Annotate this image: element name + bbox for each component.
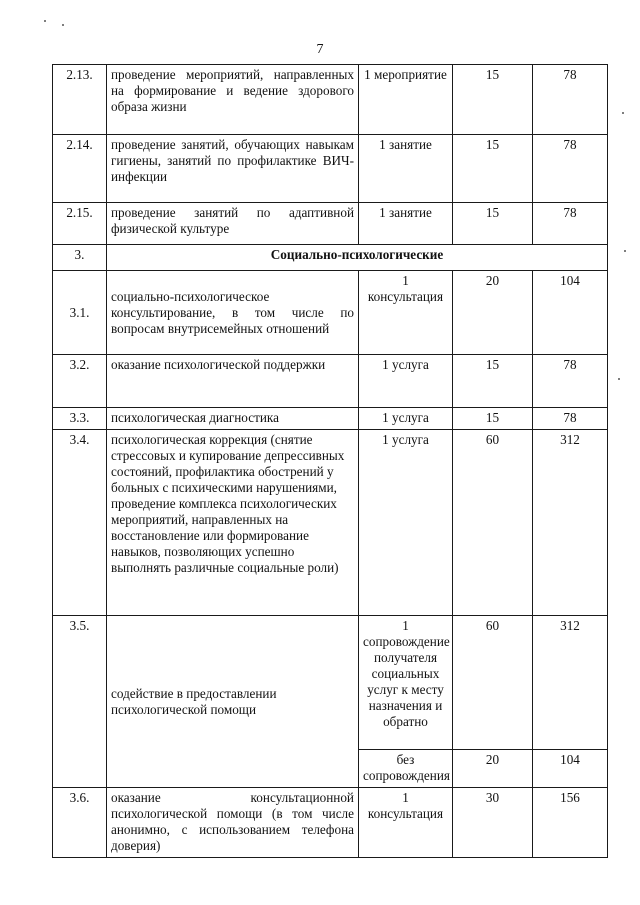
value-1: 15 [453,355,533,408]
table-row [53,271,608,355]
table-row [53,65,608,135]
table-row [53,788,608,858]
service-description: оказание психологической поддержки [107,355,359,408]
value-2: 78 [533,355,608,408]
scan-speck [624,250,626,252]
value-2: 312 [533,616,608,750]
table-row [53,430,608,616]
value-2: 104 [533,271,608,355]
service-description: психологическая коррекция (снятие стрессовых и купирование депрессивных состояний, профилактика обострений у больных с психическими нарушениями, проведение комплекса психологических мероприятий, направленных на восстановление или формирование навыков, позволяющих успешно выполнять различные социальные роли) [107,430,359,616]
service-unit: 1 сопровождение получателя социальных услуг к месту назначения и обратно [359,616,453,750]
scan-speck [618,378,620,380]
value-1: 60 [453,616,533,750]
value-1: 15 [453,135,533,203]
scan-speck [622,112,624,114]
service-unit: 1 мероприятие [359,65,453,135]
service-unit: 1 занятие [359,203,453,245]
service-description: проведение занятий, обучающих навыкам гигиены, занятий по профилактике ВИЧ-инфекции [107,135,359,203]
value-2: 78 [533,65,608,135]
row-number: 3.3. [53,408,107,430]
row-number: 3.5. [53,616,107,788]
value-1: 15 [453,203,533,245]
table-row [53,616,608,750]
service-description: проведение занятий по адаптивной физической культуре [107,203,359,245]
table-row [53,203,608,245]
row-number: 3.1. [53,271,107,355]
value-1: 20 [453,750,533,788]
table-row [53,355,608,408]
section-row [53,245,608,271]
service-unit: 1 занятие [359,135,453,203]
service-description: проведение мероприятий, направленных на формирование и ведение здорового образа жизни [107,65,359,135]
service-description: оказание консультационной психологической помощи (в том числе анонимно, с использованием телефона доверия) [107,788,359,858]
value-2: 78 [533,203,608,245]
service-unit: 1 консультация [359,788,453,858]
service-description: психологическая диагностика [107,408,359,430]
service-description: социально-психологическое консультирование, в том числе по вопросам внутрисемейных отношений [107,271,359,355]
services-table [52,64,608,858]
row-number: 2.13. [53,65,107,135]
value-1: 30 [453,788,533,858]
service-unit: 1 консультация [359,271,453,355]
value-1: 20 [453,271,533,355]
service-description: содействие в предоставлении психологической помощи [107,616,359,788]
row-number: 2.15. [53,203,107,245]
page-number: 7 [316,42,324,57]
value-2: 78 [533,135,608,203]
service-unit: без сопровождения [359,750,453,788]
value-1: 60 [453,430,533,616]
value-2: 156 [533,788,608,858]
table-row [53,135,608,203]
scan-speck [62,24,64,26]
value-1: 15 [453,408,533,430]
table-row [53,408,608,430]
service-unit: 1 услуга [359,408,453,430]
value-1: 15 [453,65,533,135]
row-number: 3.6. [53,788,107,858]
row-number: 2.14. [53,135,107,203]
scan-speck [44,20,46,22]
row-number: 3.2. [53,355,107,408]
section-title: Социально-психологические [107,245,608,271]
value-2: 104 [533,750,608,788]
service-unit: 1 услуга [359,355,453,408]
value-2: 78 [533,408,608,430]
section-number: 3. [53,245,107,271]
service-unit: 1 услуга [359,430,453,616]
value-2: 312 [533,430,608,616]
row-number: 3.4. [53,430,107,616]
